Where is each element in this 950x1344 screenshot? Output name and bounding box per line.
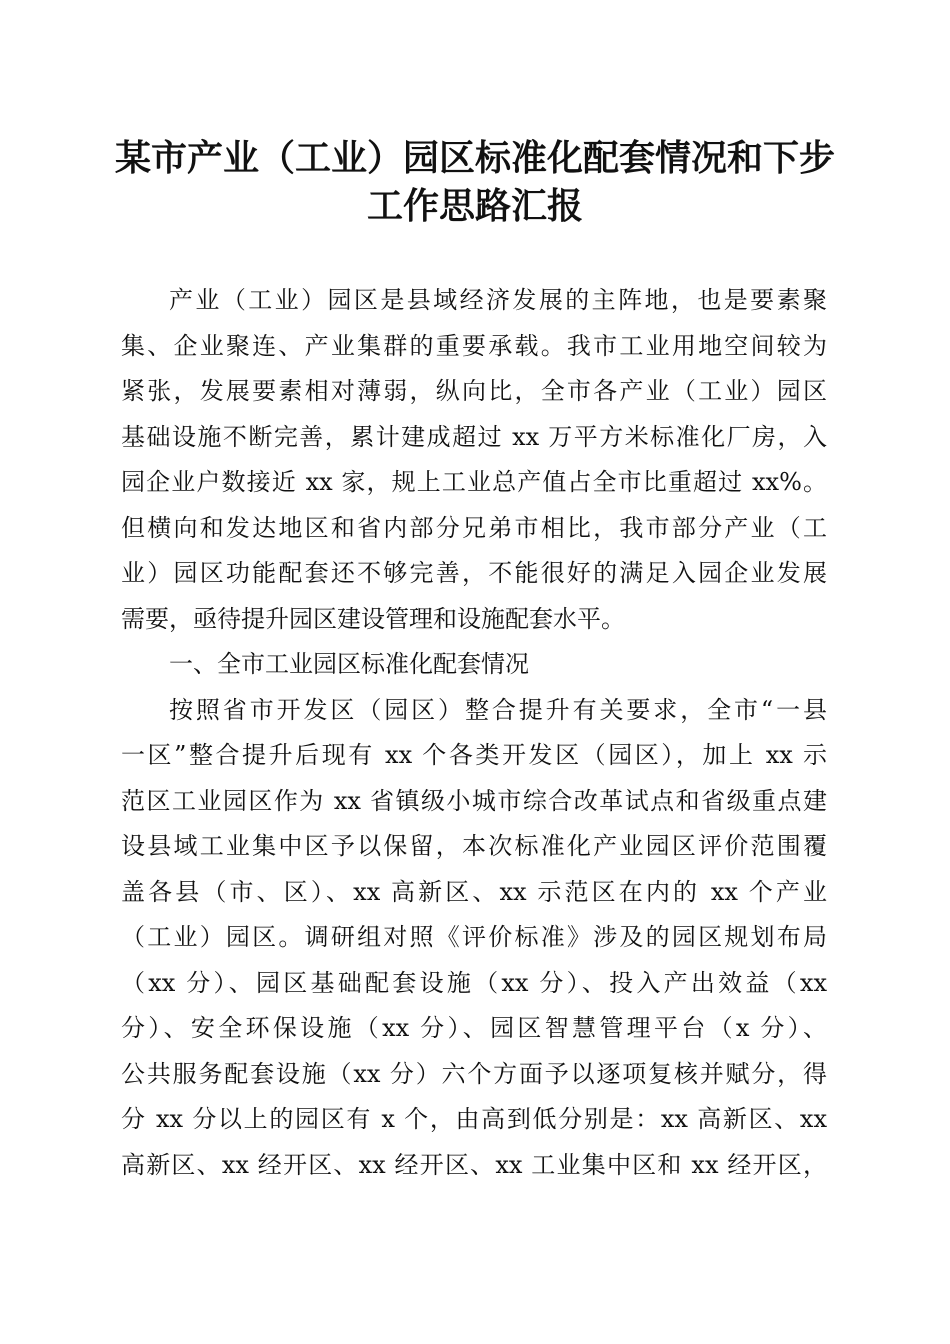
- paragraph-line: 基础设施不断完善，累计建成超过 xx 万平方米标准化厂房，入: [121, 422, 827, 451]
- paragraph-line: 按照省市开发区（园区）整合提升有关要求，全市“一县: [169, 695, 827, 724]
- paragraph-line: 园企业户数接近 xx 家，规上工业总产值占全市比重超过 xx%。: [121, 468, 827, 496]
- paragraph-intro: [121, 278, 827, 642]
- paragraph-line: 集、企业聚连、产业集群的重要承载。我市工业用地空间较为: [121, 331, 827, 360]
- paragraph-line: 一区”整合提升后现有 xx 个各类开发区（园区），加上 xx 示: [121, 741, 827, 769]
- paragraph-line: 业）园区功能配套还不够完善，不能很好的满足入园企业发展: [121, 559, 827, 587]
- section-heading: 一、全市工业园区标准化配套情况: [169, 650, 529, 678]
- paragraph-line: 高新区、xx 经开区、xx 经开区、xx 工业集中区和 xx 经开区，: [121, 1150, 827, 1179]
- paragraph-line: 分 xx 分以上的园区有 x 个，由高到低分别是：xx 高新区、xx: [121, 1105, 827, 1133]
- paragraph-line: 公共服务配套设施（xx 分）六个方面予以逐项复核并赋分，得: [121, 1059, 827, 1088]
- paragraph-line: 范区工业园区作为 xx 省镇级小城市综合改革试点和省级重点建: [121, 786, 827, 815]
- document-title-line-2: 工作思路汇报: [366, 185, 583, 227]
- paragraph-line: 设县域工业集中区予以保留，本次标准化产业园区评价范围覆: [121, 832, 827, 860]
- paragraph-section-1: [121, 688, 827, 1189]
- document-body: [121, 278, 827, 1188]
- paragraph-line: （工业）园区。调研组对照《评价标准》涉及的园区规划布局: [121, 923, 827, 951]
- paragraph-line: （xx 分）、园区基础配套设施（xx 分）、投入产出效益（xx: [121, 968, 827, 997]
- paragraph-line: 盖各县（市、区）、xx 高新区、xx 示范区在内的 xx 个产业: [121, 877, 827, 906]
- paragraph-line: 需要，亟待提升园区建设管理和设施配套水平。: [121, 604, 625, 633]
- paragraph-line: 分）、安全环保设施（xx 分）、园区智慧管理平台（x 分）、: [121, 1014, 827, 1042]
- paragraph-line: 紧张，发展要素相对薄弱，纵向比，全市各产业（工业）园区: [121, 377, 827, 405]
- document-title-line-1: 某市产业（工业）园区标准化配套情况和下步: [114, 137, 835, 179]
- paragraph-line: 但横向和发达地区和省内部分兄弟市相比，我市部分产业（工: [121, 513, 827, 542]
- paragraph-line: 产业（工业）园区是县域经济发展的主阵地，也是要素聚: [169, 286, 827, 314]
